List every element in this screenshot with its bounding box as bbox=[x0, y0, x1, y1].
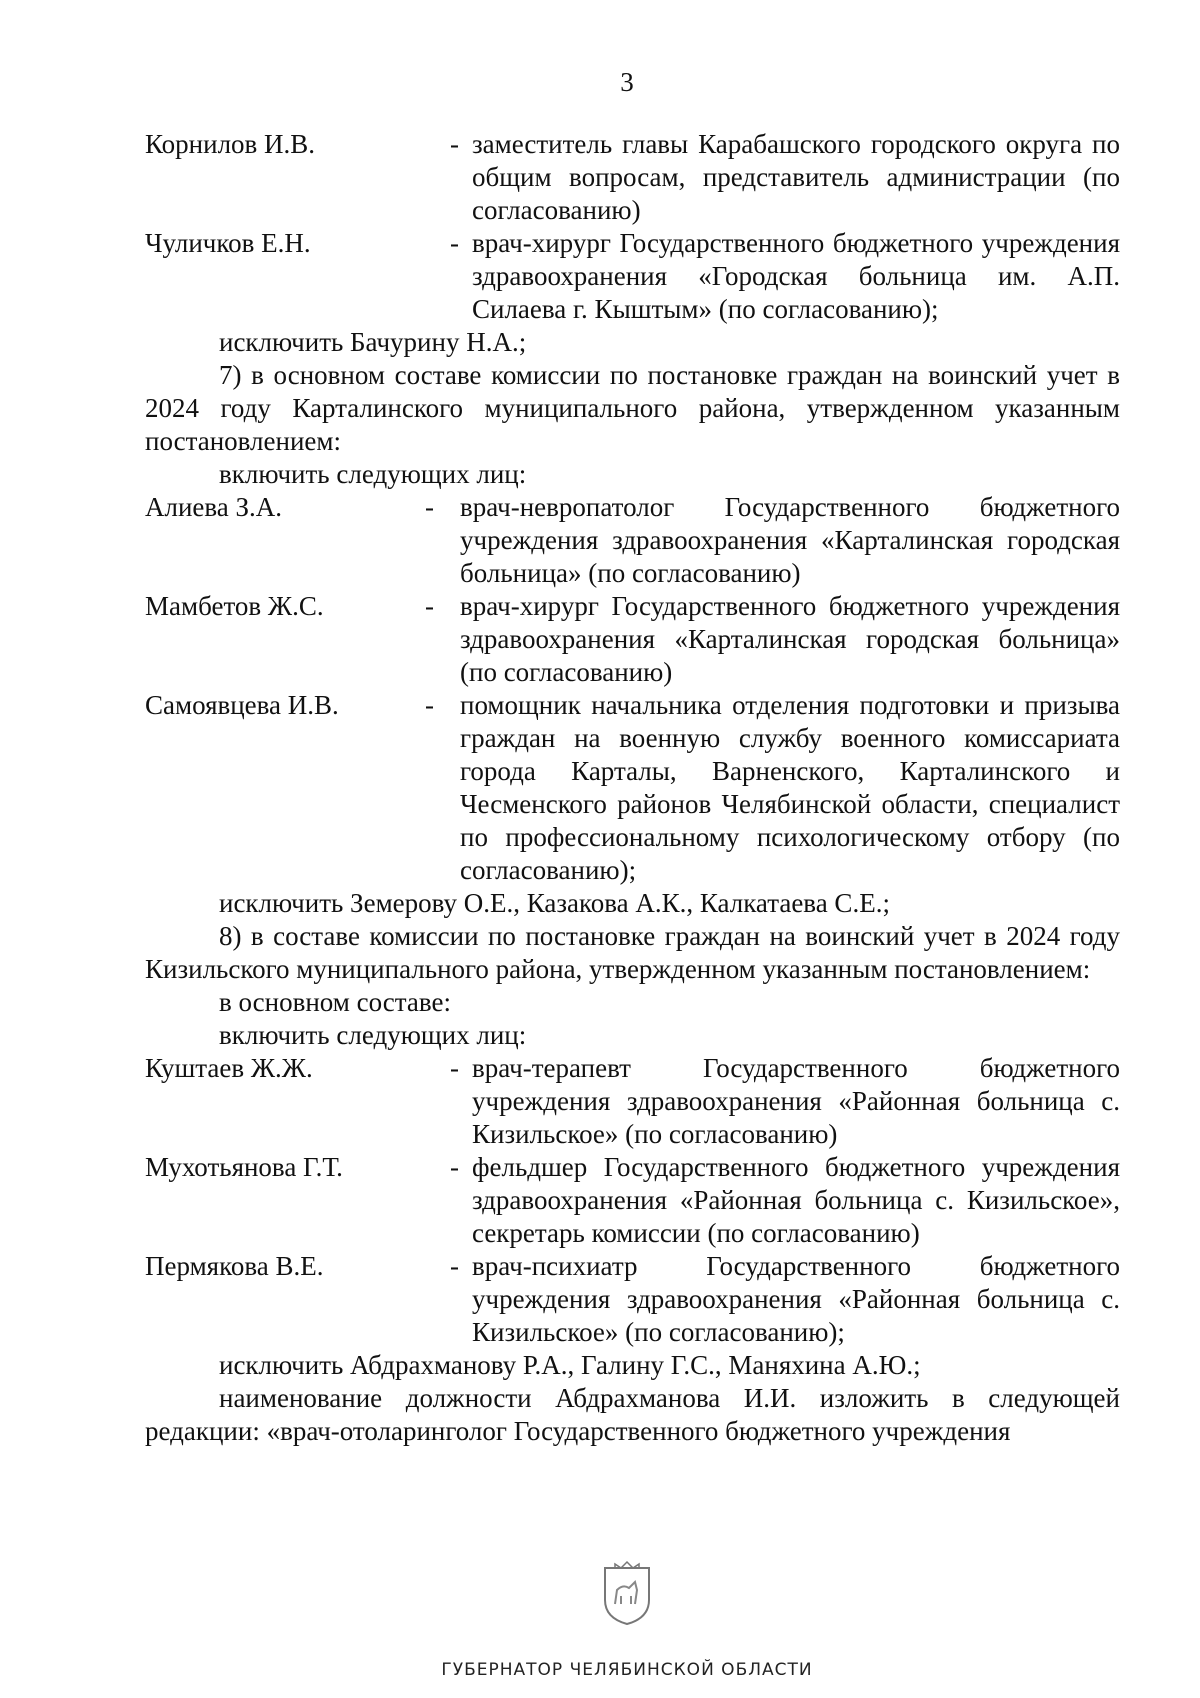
dash: - bbox=[450, 1251, 459, 1281]
exclude-line: исключить Земерову О.Е., Казакова А.К., Калкатаева С.Е.; bbox=[219, 888, 890, 918]
main-composition-line: в основном составе: bbox=[219, 987, 451, 1017]
list-item bbox=[145, 1052, 1120, 1151]
footer bbox=[0, 1560, 1200, 1687]
person-name: Пермякова В.Е. bbox=[145, 1251, 324, 1281]
person-position: врач-терапевт Государственного бюджетного учреждения здравоохранения «Районная больница с. Кизильское» (по согласованию) bbox=[472, 1053, 1120, 1149]
person-name: Куштаев Ж.Ж. bbox=[145, 1053, 313, 1083]
coat-of-arms-icon bbox=[601, 1560, 653, 1626]
person-name: Самоявцева И.В. bbox=[145, 690, 339, 720]
person-name: Мамбетов Ж.С. bbox=[145, 591, 324, 621]
list-item bbox=[145, 590, 1120, 689]
footer-governor-label: ГУБЕРНАТОР ЧЕЛЯБИНСКОЙ ОБЛАСТИ bbox=[441, 1660, 813, 1680]
document-body bbox=[145, 128, 1120, 1448]
list-item bbox=[145, 1250, 1120, 1349]
person-name: Алиева З.А. bbox=[145, 492, 283, 522]
person-position: врач-психиатр Государственного бюджетного учреждения здравоохранения «Районная больница с. Кизильское» (по согласованию); bbox=[472, 1251, 1120, 1347]
person-position: помощник начальника отделения подготовки и призыва граждан на военную службу военного комиссариата города Карталы, Варненского, Карталинского и Чесменского районов Челябинской области, специалист по профессиональному психологическому отбору (по согласованию); bbox=[460, 690, 1120, 885]
item-7-paragraph: 7) в основном составе комиссии по постановке граждан на воинский учет в 2024 году Карталинского муниципального района, утвержденном указанным постановлением: bbox=[145, 360, 1120, 456]
include-line: включить следующих лиц: bbox=[219, 459, 527, 489]
dash: - bbox=[425, 591, 434, 621]
exclude-line: исключить Абдрахманову Р.А., Галину Г.С., Маняхина А.Ю.; bbox=[219, 1350, 921, 1380]
person-position: врач-хирург Государственного бюджетного учреждения здравоохранения «Карталинская городская больница» (по согласованию) bbox=[460, 591, 1120, 687]
dash: - bbox=[450, 1053, 459, 1083]
dash: - bbox=[425, 690, 434, 720]
person-name: Чуличков Е.Н. bbox=[145, 228, 311, 258]
list-item bbox=[145, 227, 1120, 326]
person-position: заместитель главы Карабашского городского округа по общим вопросам, представитель администрации (по согласованию) bbox=[472, 129, 1120, 225]
person-position: фельдшер Государственного бюджетного учреждения здравоохранения «Районная больница с. Кизильское», секретарь комиссии (по согласованию) bbox=[472, 1152, 1120, 1248]
page-number: 3 bbox=[620, 67, 634, 97]
item-8-paragraph: 8) в составе комиссии по постановке граждан на воинский учет в 2024 году Кизильского муниципального района, утвержденном указанным постановлением: bbox=[145, 921, 1120, 984]
dash: - bbox=[450, 129, 459, 159]
person-position: врач-невропатолог Государственного бюджетного учреждения здравоохранения «Карталинская городская больница» (по согласованию) bbox=[460, 492, 1120, 588]
dash: - bbox=[450, 1152, 459, 1182]
dash: - bbox=[425, 492, 434, 522]
list-item bbox=[145, 689, 1120, 887]
final-paragraph: наименование должности Абдрахманова И.И. изложить в следующей редакции: «врач-отоларинголог Государственного бюджетного учреждения bbox=[145, 1383, 1120, 1446]
dash: - bbox=[450, 228, 459, 258]
list-item bbox=[145, 491, 1120, 590]
person-position: врач-хирург Государственного бюджетного учреждения здравоохранения «Городская больница им. А.П. Силаева г. Кыштым» (по согласованию); bbox=[472, 228, 1120, 324]
include-line: включить следующих лиц: bbox=[219, 1020, 527, 1050]
list-item bbox=[145, 128, 1120, 227]
list-item bbox=[145, 1151, 1120, 1250]
person-name: Мухотьянова Г.Т. bbox=[145, 1152, 343, 1182]
person-name: Корнилов И.В. bbox=[145, 129, 316, 159]
exclude-line: исключить Бачурину Н.А.; bbox=[219, 327, 527, 357]
